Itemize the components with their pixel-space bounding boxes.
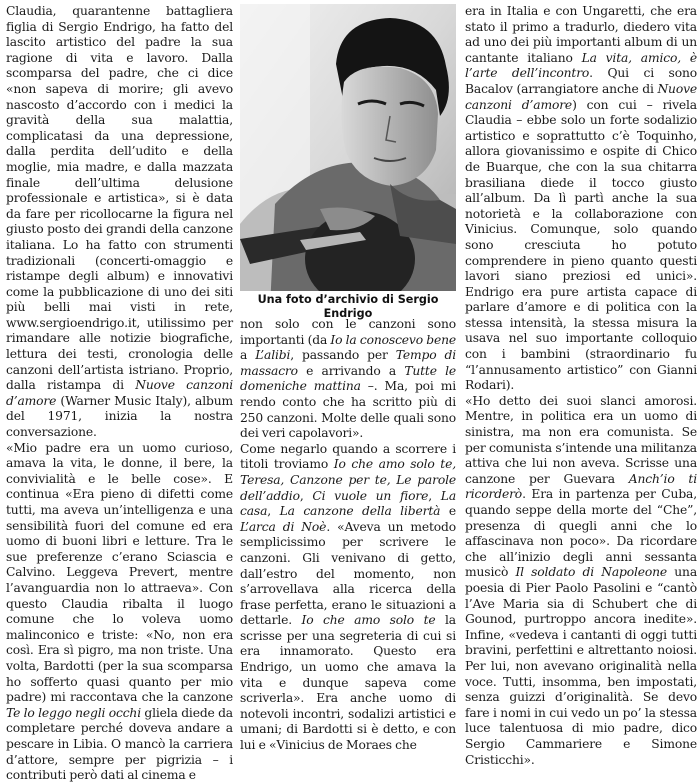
paragraph: Claudia, quarantenne battagliera figlia di Sergio Endrigo, ha fatto del lascito artistico del padre la sua ragione di vita e lavoro. Dalla scomparsa del padre, che ci dice «non sapeva di morire; gli avevo nascosto d’accordo con i medici la gravità della sua malattia, complicatasi da una depressione, dalla perdita dell’udito e della moglie, mia madre, e dalla mazzata finale dell’ultima delusione professionale e artistica», si è data da fare per ricollocarne la figura nel giusto posto dei grandi della canzone italiana. Lo ha fatto con strumenti tradizionali (concerti-omaggio e ristampe degli album) e innovativi come la pubblicazione di uno dei siti più belli mai visti in rete, www.sergioendrigo.it, utilissimo per rimandare alle notizie biografiche, lettura dei testi, cronologia delle canzoni dell’artista istriano. Proprio, dalla ristampa di Nuove canzoni d’amore (Warner Music Italy), album del 1971, inizia la nostra conversazione.: [6, 4, 233, 440]
article-column-3: [465, 4, 697, 767]
paragraph: era in Italia e con Ungaretti, che era stato il primo a tradurlo, diedero vita ad uno dei più importanti album di un cantante italiano La vita, amico, è l’arte dell’incontro. Qui ci sono Bacalov (arrangiatore anche di Nuove canzoni d’amore) con cui – rivela Claudia – ebbe solo un forte sodalizio artistico e soprattutto c’è Toquinho, allora giovanissimo e ospite di Chico de Buarque, che con la sua chitarra brasiliana diede il tocco giusto all’album. Da lì partì anche la sua notorietà e la collaborazione con Vinicius. Comunque, solo quando sono cresciuta ho potuto comprendere in pieno quanto questi lavori siano preziosi ed unici». Endrigo era pure artista capace di parlare d’amore e di politica con la stessa intensità, la stessa misura la usava nel suo importante colloquio con i bambini (straordinario fu “l’annusamento artistico” con Gianni Rodari).: [465, 4, 697, 393]
article-column-1: [6, 4, 233, 783]
paragraph: non solo con le canzoni sono importanti (da Io la conoscevo bene a L’alibi, passando per Tempo di massacro e arrivando a Tutte le domeniche mattina –. Ma, poi mi rendo conto che ha scritto più di 250 canzoni. Molte delle quali sono dei veri capolavori».: [240, 317, 456, 441]
portrait-image: [240, 4, 456, 308]
paragraph: Come negarlo quando a scorrere i titoli troviamo Io che amo solo te, Teresa, Canzone per te, Le parole dell’addio, Ci vuole un fiore, La casa, La canzone della libertà e L’arca di Noè. «Aveva un metodo semplicissimo per scrivere le canzoni. Gli venivano di getto, dall’estro del momento, non s’arrovellava alla ricerca della frase perfetta, erano le situazioni a dettarle. Io che amo solo te la scrisse per una segreteria di cui si era innamorato. Questo era Endrigo, un uomo che amava la vita e dunque sapeva come scriverla». Era anche uomo di notevoli incontri, sodalizi artistici e umani; di Bardotti si è detto, e con lui e «Vinicius de Moraes che: [240, 441, 456, 753]
archive-photo: [240, 4, 456, 308]
photo-caption: Una foto d’archivio di Sergio Endrigo: [240, 291, 456, 321]
paragraph: «Mio padre era un uomo curioso, amava la vita, le donne, il bere, la convivialità e le belle cose». E continua «Era pieno di difetti come tutti, ma aveva un’intelligenza e una sensibilità fuori del comune ed era uomo di buoni libri e letture. Tra le sue preferenze c’erano Sciascia e Calvino. Leggeva Prevert, mentre l’avanguardia non lo attraeva». Con questo Claudia ribalta il luogo comune che lo voleva uomo malinconico e triste: «No, non era così. Era sì pigro, ma non triste. Una volta, Bardotti (per la sua scomparsa ho sofferto quasi quanto per mio padre) mi raccontava che la canzone Te lo leggo negli occhi gliela diede da completare perché doveva andare a pescare in Libia. O mancò la carriera d’attore, sempre per pigrizia – i contributi però dati al cinema e: [6, 440, 233, 783]
article-column-2: [240, 317, 456, 753]
paragraph: «Ho detto dei suoi slanci amorosi. Mentre, in politica era un uomo di sinistra, ma non era comunista. Se per comunista s’intende una militanza attiva che lui non aveva. Scrisse una canzone per Guevara Anch’io ti ricorderò. Era in partenza per Cuba, quando seppe della morte del “Che”, presenza di quegli anni che lo affascinava non poco». Da ricordare che all’inizio degli anni sessanta musicò Il soldato di Napoleone una poesia di Pier Paolo Pasolini e “cantò l’Ave Maria sia di Schubert che di Gounod, purtroppo ancora inedite». Infine, «vedeva i cantanti di oggi tutti bravini, perfettini e altrettanto noiosi. Per lui, non avevano originalità nella voce. Tutti, insomma, ben impostati, senza guizzi d’originalità. Se devo fare i nomi in cui vedo un po’ la stessa luce talentuosa di mio padre, dico Sergio Cammariere e Simone Cristicchi».: [465, 393, 697, 767]
